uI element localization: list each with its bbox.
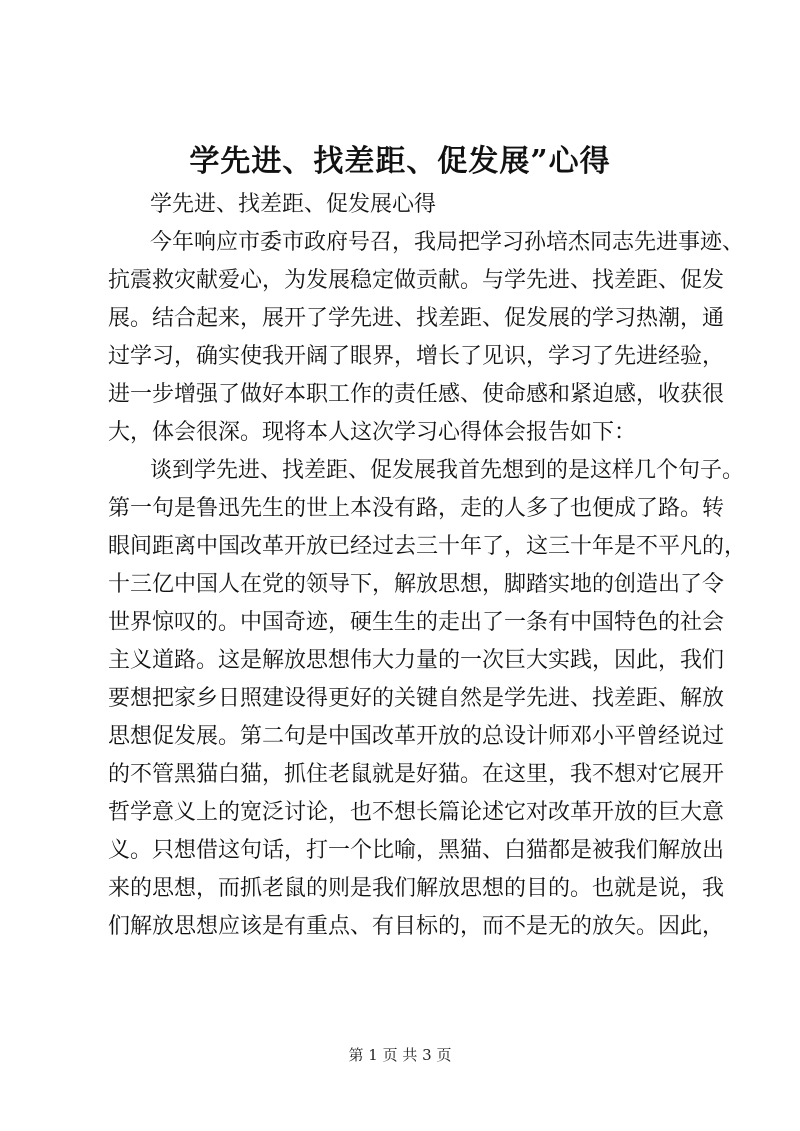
text-line: 过学习，确实使我开阔了眼界，增长了见识，学习了先进经验， <box>108 344 725 369</box>
text-line: 哲学意义上的宽泛讨论，也不想长篇论述它对改革开放的巨大意 <box>108 800 725 825</box>
text-line: 要想把家乡日照建设得更好的关键自然是学先进、找差距、解放 <box>108 686 725 711</box>
text-line: 展。结合起来，展开了学先进、找差距、促发展的学习热潮，通 <box>108 306 725 331</box>
text-line: 学先进、找差距、促发展心得 <box>150 192 437 217</box>
text-line: 思想促发展。第二句是中国改革开放的总设计师邓小平曾经说过 <box>108 724 725 749</box>
text-line: 们解放思想应该是有重点、有目标的，而不是无的放矢。因此， <box>108 914 725 939</box>
text-line: 进一步增强了做好本职工作的责任感、使命感和紧迫感，收获很 <box>108 382 725 407</box>
text-line: 抗震救灾献爱心，为发展稳定做贡献。与学先进、找差距、促发 <box>108 268 725 293</box>
text-line: 眼间距离中国改革开放已经过去三十年了，这三十年是不平凡的， <box>108 534 747 559</box>
document-title: 学先进、找差距、促发展”心得 <box>189 144 611 179</box>
text-line: 大，体会很深。现将本人这次学习心得体会报告如下： <box>108 420 637 445</box>
text-line: 来的思想，而抓老鼠的则是我们解放思想的目的。也就是说，我 <box>108 876 725 901</box>
text-line: 主义道路。这是解放思想伟大力量的一次巨大实践，因此，我们 <box>108 648 725 673</box>
page-footer: 第 1 页 共 3 页 <box>348 1046 452 1064</box>
text-line: 今年响应市委市政府号召，我局把学习孙培杰同志先进事迹、 <box>150 230 745 255</box>
text-line: 十三亿中国人在党的领导下，解放思想，脚踏实地的创造出了令 <box>108 572 725 597</box>
text-line: 义。只想借这句话，打一个比喻，黑猫、白猫都是被我们解放出 <box>108 838 725 863</box>
document-body <box>108 186 747 946</box>
text-line: 第一句是鲁迅先生的世上本没有路，走的人多了也便成了路。转 <box>108 496 725 521</box>
text-line: 谈到学先进、找差距、促发展我首先想到的是这样几个句子。 <box>150 458 745 483</box>
text-line: 的不管黑猫白猫，抓住老鼠就是好猫。在这里，我不想对它展开 <box>108 762 725 787</box>
text-line: 世界惊叹的。中国奇迹，硬生生的走出了一条有中国特色的社会 <box>108 610 725 635</box>
